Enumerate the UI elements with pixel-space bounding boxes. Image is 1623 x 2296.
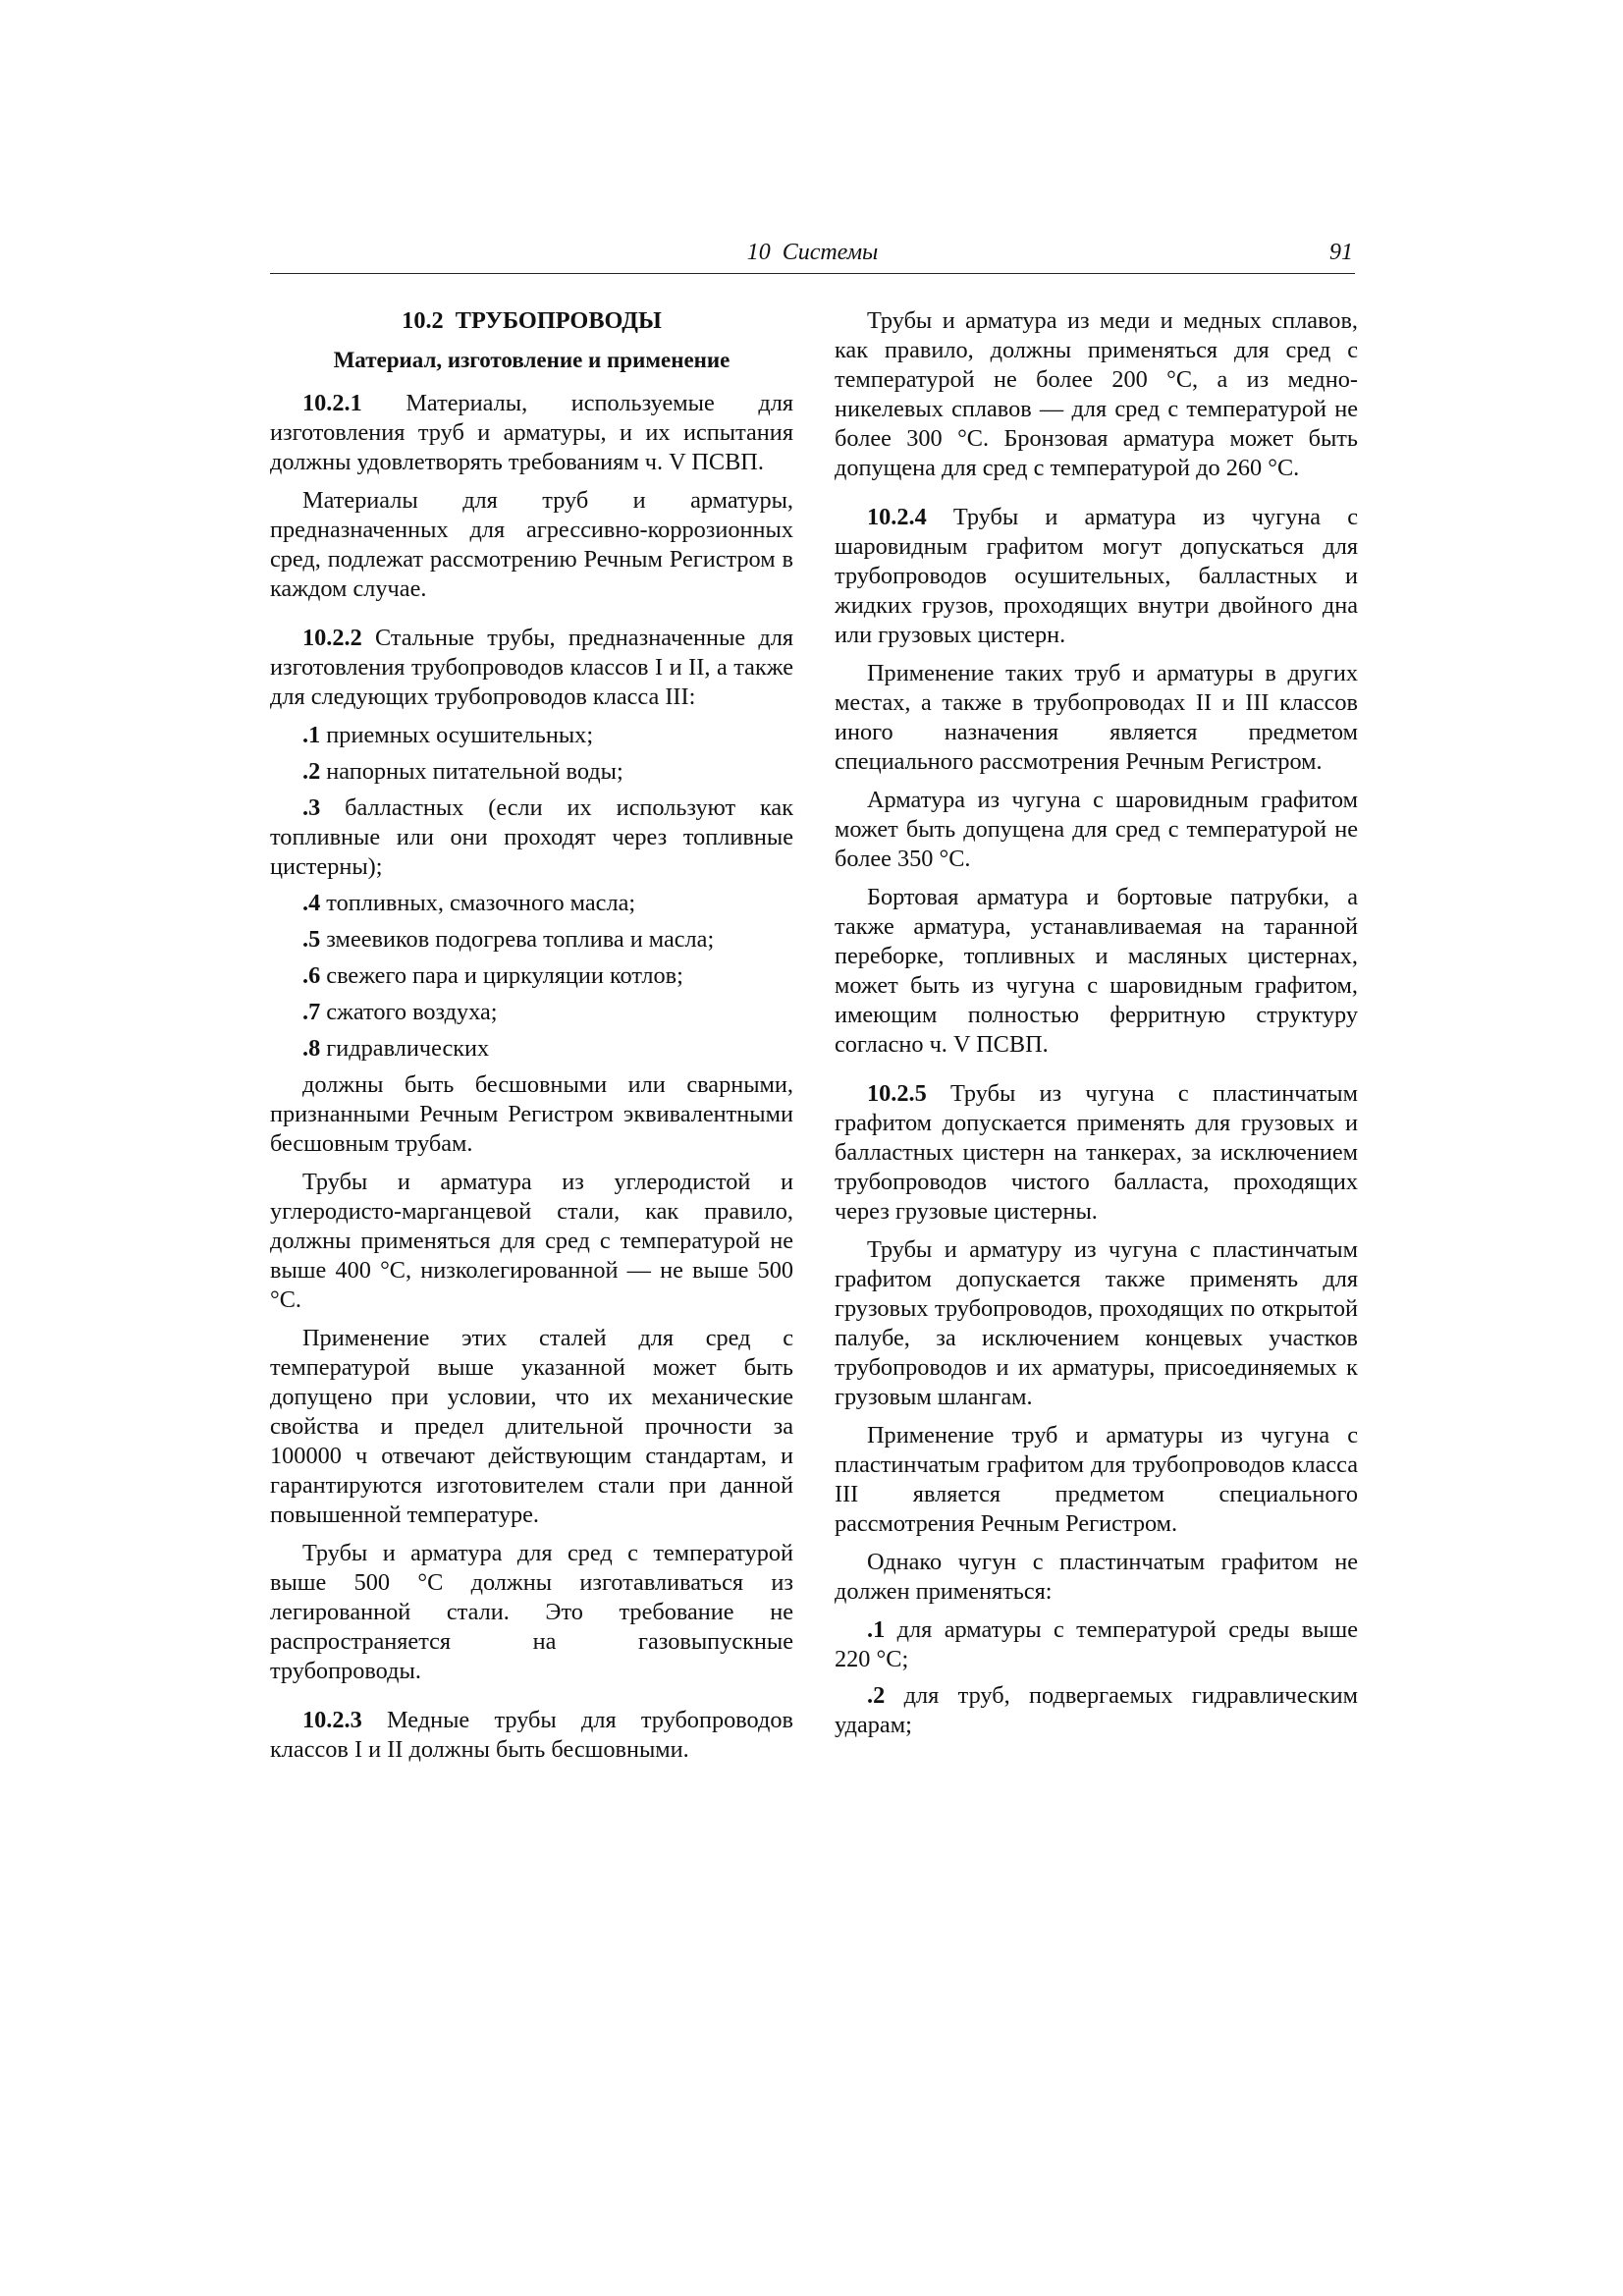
list-item xyxy=(270,925,793,955)
list-item xyxy=(270,793,793,882)
list-item xyxy=(270,961,793,991)
clause-text: Материалы, используемые для изготовления труб и арматуры, и их испытания должны удовлетворять требованиям ч. V ПСВП. xyxy=(270,390,793,475)
clause-text: Стальные трубы, предназначенные для изготовления трубопроводов классов I и II, а также для следующих трубопроводов класса III: xyxy=(270,625,793,710)
paragraph-open-deck: Трубы и арматуру из чугуна с пластинчатым графитом допускается также применять для грузовых трубопроводов, проходящих по открытой палубе, за исключением концевых участков трубопроводов и их арматуры, присоединяемых к грузовым шлангам. xyxy=(835,1236,1358,1410)
clause-text: Медные трубы для трубопроводов классов I и II должны быть бесшовными. xyxy=(270,1707,793,1763)
clause-number: 10.2.5 xyxy=(867,1080,927,1107)
list-item-text: свежего пара и циркуляции котлов; xyxy=(320,962,683,989)
subsection-title: Материал, изготовление и применение xyxy=(333,348,730,372)
paragraph-carbon-steel: Трубы и арматура из углеродистой и углеродисто-марганцевой стали, как правило, должны применяться для сред с температурой не выше 400 °С, низколегированной — не выше 500 °С. xyxy=(270,1169,793,1313)
list-item-number: .8 xyxy=(302,1035,321,1062)
list-item-text: сжатого воздуха; xyxy=(320,999,498,1025)
header-chapter-title: 10 Системы xyxy=(746,240,879,265)
paragraph-10-2-3 xyxy=(270,1706,793,1765)
list-item xyxy=(835,1615,1358,1674)
paragraph-seamless: должны быть бесшовными или сварными, признанными Речным Регистром эквивалентными бесшовным трубам. xyxy=(270,1071,793,1157)
list-item xyxy=(270,757,793,787)
paragraph-alloy-steel: Трубы и арматура для сред с температурой выше 500 °С должны изготавливаться из легированной стали. Это требование не распространяется на газовыпускные трубопроводы. xyxy=(270,1540,793,1684)
clause-number: 10.2.3 xyxy=(302,1707,362,1733)
paragraph-higher-temperature: Применение этих сталей для сред с температурой выше указанной может быть допущено при условии, что их механические свойства и предел длительной прочности за 100000 ч отвечают действующим стандартам, и гарантируются изготовителем стали при данной повышенной температуре. xyxy=(270,1325,793,1528)
list-item-number: .1 xyxy=(302,722,321,748)
list-item-text: приемных осушительных; xyxy=(320,722,594,748)
list-item-text: для труб, подвергаемых гидравлическим ударам; xyxy=(835,1682,1358,1738)
paragraph-copper-alloys: Трубы и арматура из меди и медных сплавов, как правило, должны применяться для сред с температурой не более 200 °С, а из медно-никелевых сплавов — для сред с температурой не более 300 °С. Бронзовая арматура может быть допущена для сред с температурой до 260 °С. xyxy=(835,307,1358,481)
paragraph-350-degrees: Арматура из чугуна с шаровидным графитом может быть допущена для сред с температурой не более 350 °С. xyxy=(835,787,1358,872)
list-item-number: .6 xyxy=(302,962,321,989)
list-item-number: .4 xyxy=(302,890,321,916)
list-item xyxy=(270,889,793,918)
list-item-text: топливных, смазочного масла; xyxy=(320,890,636,916)
list-item-number: .2 xyxy=(867,1682,886,1709)
clause-number: 10.2.4 xyxy=(867,504,927,530)
list-item-number: .7 xyxy=(302,999,321,1025)
paragraph-10-2-4 xyxy=(835,503,1358,650)
list-item-text: балластных (если их используют как топливные или они проходят через топливные цистерны); xyxy=(270,794,793,880)
paragraph-10-2-5 xyxy=(835,1079,1358,1227)
list-item-text: гидравлических xyxy=(320,1035,490,1062)
clause-text: Трубы из чугуна с пластинчатым графитом допускается применять для грузовых и балластных цистерн на танкерах, за исключением трубопроводов чистого балласта, проходящих через грузовые цистерны. xyxy=(835,1080,1358,1225)
list-item xyxy=(270,721,793,750)
running-header xyxy=(270,240,1355,274)
list-item xyxy=(835,1681,1358,1740)
list-item-text: змеевиков подогрева топлива и масла; xyxy=(320,926,715,953)
paragraph-class-3: Применение труб и арматуры из чугуна с пластинчатым графитом для трубопроводов класса III является предметом специального рассмотрения Речным Регистром. xyxy=(835,1422,1358,1537)
section-title: 10.2 ТРУБОПРОВОДЫ xyxy=(402,307,662,334)
paragraph-10-2-1 xyxy=(270,389,793,477)
list-item-number: .5 xyxy=(302,926,321,953)
clause-number: 10.2.1 xyxy=(302,390,362,416)
list-item-text: напорных питательной воды; xyxy=(320,758,623,785)
right-column xyxy=(835,306,1358,1747)
clause-number: 10.2.2 xyxy=(302,625,362,651)
clause-text: Трубы и арматура из чугуна с шаровидным графитом могут допускаться для трубопроводов осушительных, балластных и жидких грузов, проходящих внутри двойного дна или грузовых цистерн. xyxy=(835,504,1358,648)
list-item-text: для арматуры с температурой среды выше 220 °С; xyxy=(835,1616,1358,1672)
paragraph-side-valves: Бортовая арматура и бортовые патрубки, а также арматура, устанавливаемая на таранной переборке, топливных и масляных цистернах, может быть из чугуна с шаровидным графитом, имеющим полностью ферритную структуру согласно ч. V ПСВП. xyxy=(835,884,1358,1058)
list-item xyxy=(270,1034,793,1064)
paragraph-however: Однако чугун с пластинчатым графитом не должен применяться: xyxy=(835,1549,1358,1605)
paragraph-aggressive-media: Материалы для труб и арматуры, предназначенных для агрессивно-коррозионных сред, подлежат рассмотрению Речным Регистром в каждом случае. xyxy=(270,487,793,602)
header-page-number: 91 xyxy=(1329,240,1353,265)
list-item-number: .1 xyxy=(867,1616,886,1643)
list-item-number: .2 xyxy=(302,758,321,785)
paragraph-10-2-2 xyxy=(270,624,793,712)
left-column xyxy=(270,306,793,1774)
paragraph-other-places: Применение таких труб и арматуры в других местах, а также в трубопроводах II и III классов иного назначения является предметом специального рассмотрения Речным Регистром. xyxy=(835,660,1358,775)
list-item xyxy=(270,998,793,1027)
list-item-number: .3 xyxy=(302,794,321,821)
